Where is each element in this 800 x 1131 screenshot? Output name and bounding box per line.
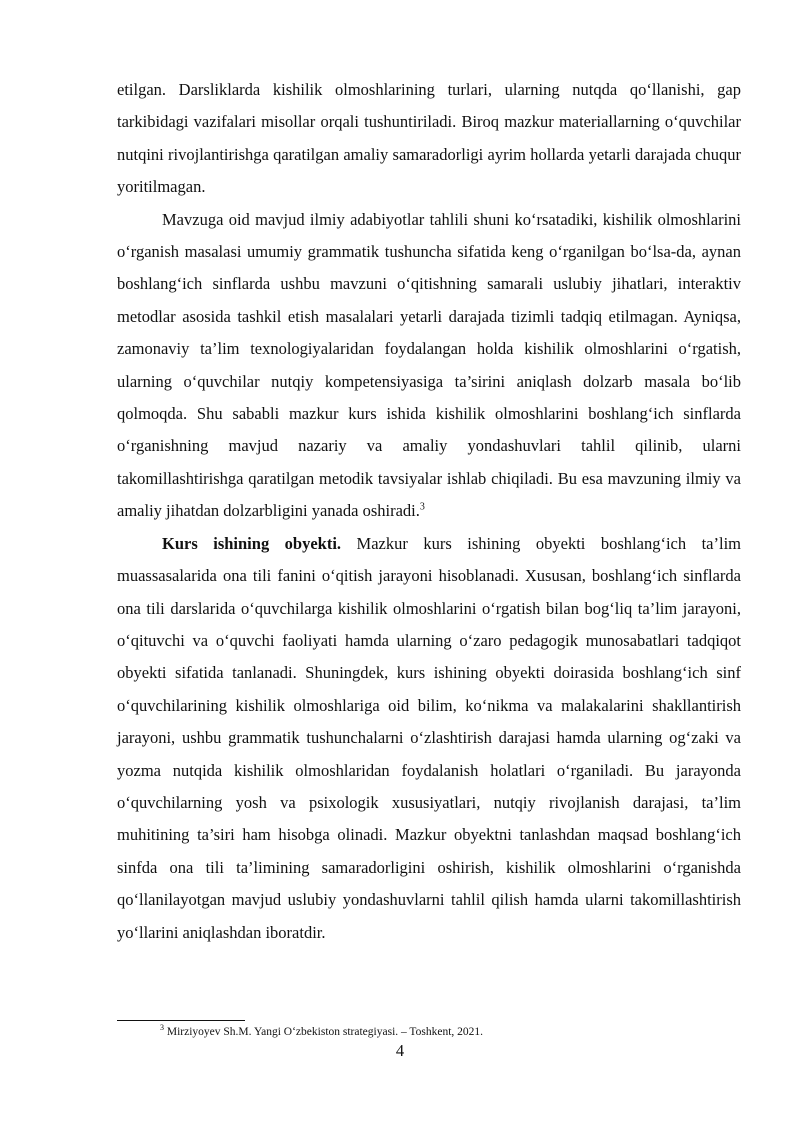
footnote <box>160 1025 740 1039</box>
page-number: 4 <box>395 1041 405 1060</box>
paragraph-literature-review <box>117 204 741 528</box>
footnote-divider <box>117 1020 245 1021</box>
footnote-text: Mirziyoyev Sh.M. Yangi O‘zbekiston strategiyasi. – Toshkent, 2021. <box>164 1026 484 1038</box>
footnote-reference[interactable]: 3 <box>419 501 425 513</box>
paragraph-research-object-text: Mazkur kurs ishining obyekti boshlang‘ich ta’lim muassasalarida ona tili fanini o‘qitish jarayoni hisoblanadi. Xususan, boshlang‘ich sinflarda ona tili darslarida o‘quvchilarga kishilik olmoshlarini o‘rgatish bilan bog‘liq ta’lim jarayoni, o‘qituvchi va o‘quvchi faoliyati hamda ularning o‘zaro pedagogik munosabatlari tadqiqot obyekti sifatida tanlanadi. Shuningdek, kurs ishining obyekti doirasida boshlang‘ich sinf o‘quvchilarining kishilik olmoshlariga oid bilim, ko‘nikma va malakalarini shakllantirish jarayoni, ushbu grammatik tushunchalarni o‘zlashtirish darajasi hamda ularning og‘zaki va yozma nutqida kishilik olmoshlaridan foydalanish holatlari o‘rganiladi. Bu jarayonda o‘quvchilarning yosh va psixologik xususiyatlari, nutqiy rivojlanish darajasi, ta’lim muhitining ta’siri ham hisobga olinadi. Mazkur obyektni tanlashdan maqsad boshlang‘ich sinfda ona tili ta’limining samaradorligini oshirish, kishilik olmoshlarini o‘rganishda qo‘llanilayotgan mavjud uslubiy yondashuvlarni tahlil qilish hamda ularni takomillashtirish yo‘llarini aniqlashdan iboratdir. <box>117 533 741 942</box>
footnote-number: 3 <box>160 1023 164 1033</box>
body-text <box>117 74 741 949</box>
paragraph-intro-text: etilgan. Darsliklarda kishilik olmoshlarining turlari, ularning nutqda qo‘llanishi, gap tarkibidagi vazifalari misollar orqali tushuntiriladi. Biroq mazkur materiallarning o‘quvchilar nutqini rivojlantirishga qaratilgan amaliy samaradorligi ayrim hollarda yetarli darajada chuqur yoritilmagan. <box>117 80 741 197</box>
paragraph-research-object <box>117 528 741 949</box>
paragraph-literature-review-text: Mavzuga oid mavjud ilmiy adabiyotlar tahlili shuni ko‘rsatadiki, kishilik olmoshlarini o‘rganish masalasi umumiy grammatik tushuncha sifatida keng o‘rganilgan bo‘lsa-da, aynan boshlang‘ich sinflarda ushbu mavzuni o‘qitishning samarali uslubiy jihatlari, interaktiv metodlar asosida tashkil etish masalalari yetarli darajada tizimli tadqiq etilmagan. Ayniqsa, zamonaviy ta’lim texnologiyalaridan foydalangan holda kishilik olmoshlarini o‘rgatish, ularning o‘quvchilar nutqiy kompetensiyasiga ta’sirini aniqlash dolzarb masala bo‘lib qolmoqda. Shu sababli mazkur kurs ishida kishilik olmoshlarini boshlang‘ich sinflarda o‘rganishning mavjud nazariy va amaliy yondashuvlari tahlil qilinib, ularni takomillashtirishga qaratilgan metodik tavsiyalar ishlab chiqiladi. Bu esa mavzuning ilmiy va amaliy jihatdan dolzarbligini yanada oshiradi. <box>117 209 741 521</box>
paragraph-intro <box>117 74 741 204</box>
section-heading-object: Kurs ishining obyekti. <box>162 533 342 553</box>
